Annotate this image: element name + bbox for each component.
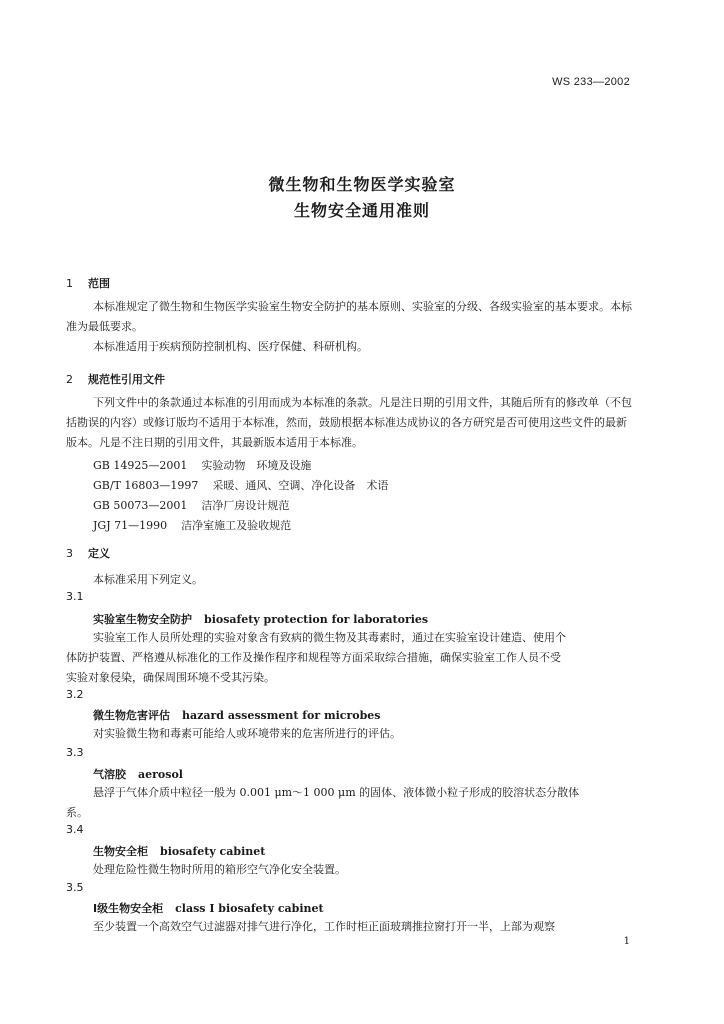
term-english: aerosol xyxy=(138,768,183,781)
reference-item xyxy=(93,457,311,473)
reference-code: GB 14925—2001 xyxy=(93,459,188,472)
definition-line: 对实验微生物和毒素可能给人或环境带来的危害所进行的评估。 xyxy=(93,727,401,740)
term-chinese: 生物安全柜 xyxy=(93,845,148,858)
term-chinese: 微生物危害评估 xyxy=(93,709,170,722)
section-number: 1 xyxy=(66,277,73,290)
reference-item xyxy=(93,497,289,513)
reference-code: GB/T 16803—1997 xyxy=(93,479,199,492)
term-chinese: Ⅰ级生物安全柜 xyxy=(93,902,164,915)
term-english: hazard assessment for microbes xyxy=(182,709,381,722)
reference-title: 洁净室施工及验收规范 xyxy=(181,519,292,532)
term-english: class Ⅰ biosafety cabinet xyxy=(175,902,324,915)
section-2-heading xyxy=(66,371,165,387)
document-title-line2: 生物安全通用准则 xyxy=(293,201,430,220)
term-chinese: 气溶胶 xyxy=(93,768,126,781)
reference-code: JGJ 71—1990 xyxy=(93,519,168,532)
standard-code: WS 233—2002 xyxy=(552,76,630,88)
reference-title: 洁净厂房设计规范 xyxy=(201,499,290,512)
clause-number: 3.4 xyxy=(66,823,84,836)
document-title-line1: 微生物和生物医学实验室 xyxy=(268,175,456,194)
term-english: biosafety cabinet xyxy=(160,845,266,858)
definition-line: 处理危险性微生物时所用的箱形空气净化安全装置。 xyxy=(93,863,346,876)
term-english: biosafety protection for laboratories xyxy=(204,613,429,626)
term-heading xyxy=(93,707,380,723)
definition-line: 悬浮于气体介质中粒径一般为 0.001 μm～1 000 μm 的固体、液体微小粒子形成的胶溶状态分散体 xyxy=(93,786,580,799)
definition-line: 至少装置一个高效空气过滤器对排气进行净化，工作时柜正面玻璃推拉窗打开一半，上部为观察 xyxy=(93,920,555,933)
section-3-intro: 本标准采用下列定义。 xyxy=(93,573,203,586)
page-number: 1 xyxy=(623,936,630,947)
section-number: 2 xyxy=(66,373,73,386)
definition-line: 系。 xyxy=(66,806,88,819)
term-heading xyxy=(93,900,324,916)
section-3-heading xyxy=(66,545,110,561)
clause-number: 3.2 xyxy=(66,688,84,701)
reference-title: 实验动物 环境及设施 xyxy=(201,459,312,472)
section-label: 定义 xyxy=(88,547,110,560)
section-label: 规范性引用文件 xyxy=(88,373,165,386)
clause-number: 3.1 xyxy=(66,590,84,603)
definition-line: 实验室工作人员所处理的实验对象含有致病的微生物及其毒素时，通过在实验室设计建造、使用个 xyxy=(93,631,566,644)
definition-line: 实验对象侵染，确保周围环境不受其污染。 xyxy=(66,671,275,684)
term-heading xyxy=(93,843,265,859)
section-2-paragraph-1: 下列文件中的条款通过本标准的引用而成为本标准的条款。凡是注日期的引用文件，其随后所有的修改单（不包括勘误的内容）或修订版均不适用于本标准，然而，鼓励根据本标准达成协议的各方研究是否可使用这些文件的最新版本。凡是不注日期的引用文件，其最新版本适用于本标准。 xyxy=(66,396,632,449)
term-heading xyxy=(93,611,428,627)
reference-title: 采暖、通风、空调、净化设备 术语 xyxy=(212,479,389,492)
term-chinese: 实验室生物安全防护 xyxy=(93,613,192,626)
term-heading xyxy=(93,766,183,782)
clause-number: 3.3 xyxy=(66,746,84,759)
section-number: 3 xyxy=(66,547,73,560)
section-1-paragraph-2: 本标准适用于疾病预防控制机构、医疗保健、科研机构。 xyxy=(93,340,368,353)
definition-line: 体防护装置、严格遵从标准化的工作及操作程序和规程等方面采取综合措施，确保实验室工作人员不受 xyxy=(66,651,561,664)
section-1-paragraph-1: 本标准规定了微生物和生物医学实验室生物安全防护的基本原则、实验室的分级、各级实验室的基本要求。本标准为最低要求。 xyxy=(66,300,632,333)
clause-number: 3.5 xyxy=(66,881,84,894)
reference-item xyxy=(93,477,388,493)
section-1-heading xyxy=(66,275,110,291)
section-label: 范围 xyxy=(88,277,110,290)
reference-code: GB 50073—2001 xyxy=(93,499,188,512)
reference-item xyxy=(93,517,291,533)
